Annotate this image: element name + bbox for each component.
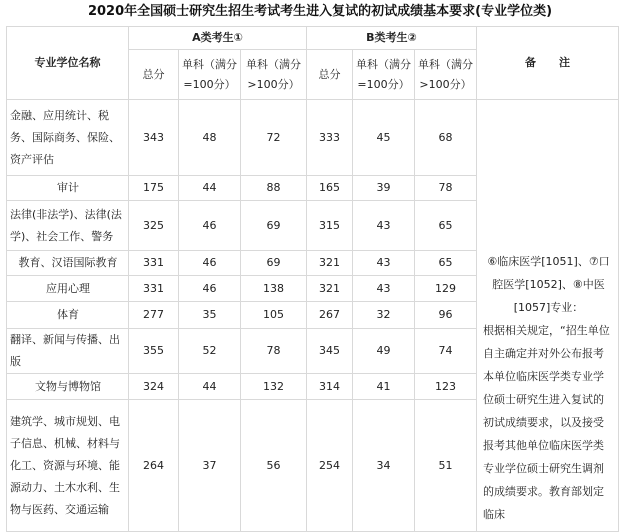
b-single-gt100: 68 bbox=[415, 100, 477, 176]
a-single-100: 46 bbox=[179, 201, 241, 251]
major-name: 体育 bbox=[7, 302, 129, 329]
header-remark: 备 注 bbox=[477, 27, 619, 100]
b-total: 345 bbox=[307, 329, 353, 374]
a-single-100: 44 bbox=[179, 176, 241, 201]
header-b-single-100-l2: =100分） bbox=[357, 77, 410, 91]
major-name: 应用心理 bbox=[7, 276, 129, 302]
table-row bbox=[7, 100, 619, 176]
header-a-single-gt100-l2: >100分） bbox=[247, 77, 300, 91]
header-group-a: A类考生① bbox=[129, 27, 307, 50]
header-b-single-gt100-l1: 单科（满分 bbox=[418, 57, 474, 71]
a-total: 331 bbox=[129, 251, 179, 276]
b-single-gt100: 123 bbox=[415, 374, 477, 400]
b-single-100: 45 bbox=[353, 100, 415, 176]
b-single-gt100: 65 bbox=[415, 201, 477, 251]
a-single-100: 35 bbox=[179, 302, 241, 329]
page-title: 2020年全国硕士研究生招生考试考生进入复试的初试成绩基本要求(专业学位类) bbox=[87, 4, 553, 19]
header-b-single-100-l1: 单科（满分 bbox=[356, 57, 412, 71]
score-table bbox=[6, 26, 619, 532]
b-single-100: 49 bbox=[353, 329, 415, 374]
header-group-b: B类考生② bbox=[307, 27, 477, 50]
b-single-gt100: 129 bbox=[415, 276, 477, 302]
header-b-single-100 bbox=[353, 50, 415, 100]
remark-line2: 根据相关规定，“招生单位自主确定并对外公布报考本单位临床医学类专业学位硕士研究生进入复试的初试成绩要求，以及接受报考其他单位临床医学类专业学位硕士研究生调剂的成绩要求。教育部划定临床 bbox=[483, 324, 610, 521]
major-name: 建筑学、城市规划、电子信息、机械、材料与化工、资源与环境、能源动力、土木水利、生物与医药、交通运输 bbox=[7, 400, 129, 532]
b-total: 315 bbox=[307, 201, 353, 251]
header-a-single-gt100-l1: 单科（满分 bbox=[246, 57, 302, 71]
b-single-100: 41 bbox=[353, 374, 415, 400]
b-total: 321 bbox=[307, 276, 353, 302]
major-name: 金融、应用统计、税务、国际商务、保险、资产评估 bbox=[7, 100, 129, 176]
major-name: 审计 bbox=[7, 176, 129, 201]
b-total: 333 bbox=[307, 100, 353, 176]
a-single-gt100: 132 bbox=[241, 374, 307, 400]
header-a-single-100 bbox=[179, 50, 241, 100]
a-total: 264 bbox=[129, 400, 179, 532]
a-single-100: 48 bbox=[179, 100, 241, 176]
a-total: 331 bbox=[129, 276, 179, 302]
a-single-100: 37 bbox=[179, 400, 241, 532]
a-total: 277 bbox=[129, 302, 179, 329]
a-single-gt100: 72 bbox=[241, 100, 307, 176]
a-single-gt100: 105 bbox=[241, 302, 307, 329]
major-name: 文物与博物馆 bbox=[7, 374, 129, 400]
header-a-total: 总分 bbox=[129, 50, 179, 100]
header-a-single-gt100 bbox=[241, 50, 307, 100]
b-single-100: 32 bbox=[353, 302, 415, 329]
a-single-100: 46 bbox=[179, 276, 241, 302]
b-single-100: 43 bbox=[353, 201, 415, 251]
b-single-gt100: 78 bbox=[415, 176, 477, 201]
b-single-gt100: 96 bbox=[415, 302, 477, 329]
major-name: 教育、汉语国际教育 bbox=[7, 251, 129, 276]
header-a-single-100-l2: =100分） bbox=[183, 77, 236, 91]
major-name: 法律(非法学)、法律(法学)、社会工作、警务 bbox=[7, 201, 129, 251]
b-single-100: 43 bbox=[353, 276, 415, 302]
b-total: 254 bbox=[307, 400, 353, 532]
a-single-gt100: 69 bbox=[241, 251, 307, 276]
a-single-100: 46 bbox=[179, 251, 241, 276]
header-a-single-100-l1: 单科（满分 bbox=[182, 57, 237, 71]
a-total: 343 bbox=[129, 100, 179, 176]
b-total: 314 bbox=[307, 374, 353, 400]
a-single-gt100: 88 bbox=[241, 176, 307, 201]
header-b-single-gt100 bbox=[415, 50, 477, 100]
a-single-gt100: 69 bbox=[241, 201, 307, 251]
a-total: 324 bbox=[129, 374, 179, 400]
a-total: 355 bbox=[129, 329, 179, 374]
header-b-total: 总分 bbox=[307, 50, 353, 100]
a-single-gt100: 78 bbox=[241, 329, 307, 374]
b-total: 267 bbox=[307, 302, 353, 329]
b-single-gt100: 65 bbox=[415, 251, 477, 276]
a-single-gt100: 56 bbox=[241, 400, 307, 532]
a-single-100: 44 bbox=[179, 374, 241, 400]
remark-cell bbox=[477, 100, 619, 532]
a-total: 325 bbox=[129, 201, 179, 251]
major-name: 翻译、新闻与传播、出版 bbox=[7, 329, 129, 374]
header-b-single-gt100-l2: >100分） bbox=[419, 77, 472, 91]
header-major-name: 专业学位名称 bbox=[7, 27, 129, 100]
a-single-100: 52 bbox=[179, 329, 241, 374]
b-total: 321 bbox=[307, 251, 353, 276]
b-single-gt100: 74 bbox=[415, 329, 477, 374]
b-single-100: 34 bbox=[353, 400, 415, 532]
b-single-gt100: 51 bbox=[415, 400, 477, 532]
b-single-100: 43 bbox=[353, 251, 415, 276]
b-total: 165 bbox=[307, 176, 353, 201]
remark-line1: ⑥临床医学[1051]、⑦口腔医学[1052]、⑧中医[1057]专业： bbox=[487, 255, 610, 314]
a-single-gt100: 138 bbox=[241, 276, 307, 302]
a-total: 175 bbox=[129, 176, 179, 201]
b-single-100: 39 bbox=[353, 176, 415, 201]
